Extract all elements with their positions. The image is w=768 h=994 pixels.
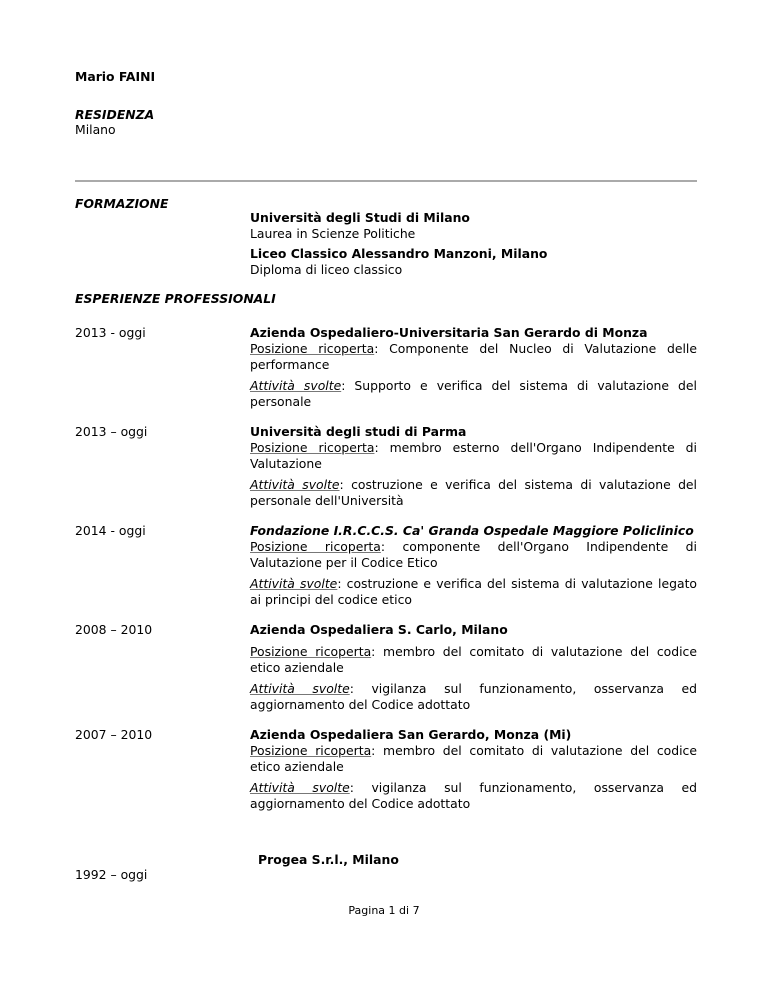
experience-entry [75,727,697,812]
experience-entry [75,424,697,509]
formazione-heading: FORMAZIONE [75,196,169,211]
education-item [250,246,697,278]
experience-entry [75,523,697,608]
entry-position: Posizione ricoperta: Componente del Nucleo di Valutazione delle performance [250,341,697,372]
education-title: Università degli Studi di Milano [250,210,470,225]
experience-entry [75,622,697,713]
entry-activity: Attività svolte: vigilanza sul funzionamento, osservanza ed aggiornamento del Codice adottato [250,780,698,811]
entry-activity: Attività svolte: vigilanza sul funzionamento, osservanza ed aggiornamento del Codice adottato [250,681,698,712]
entry-title: Azienda Ospedaliera San Gerardo, Monza (Mi) [250,727,572,742]
entry-activity: Attività svolte: costruzione e verifica del sistema di valutazione legato ai principi del codice etico [250,576,698,607]
person-name: Mario FAINI [75,69,156,84]
experience-list [75,325,697,897]
entry-date: 2008 – 2010 [75,622,153,637]
page-number: Pagina 1 di 7 [348,904,420,917]
entry-date: 2013 – oggi [75,424,148,439]
entry-date: 2014 - oggi [75,523,146,538]
experience-entry [75,325,697,410]
entry-position: Posizione ricoperta: componente dell'Organo Indipendente di Valutazione per il Codice Etico [250,539,697,570]
entry-title: Progea S.r.l., Milano [258,852,399,867]
entry-title: Università degli studi di Parma [250,424,467,439]
entry-title: Azienda Ospedaliera S. Carlo, Milano [250,622,508,637]
entry-date: 2007 – 2010 [75,727,153,742]
entry-date: 1992 – oggi [75,867,148,882]
entry-position: Posizione ricoperta: membro del comitato di valutazione del codice etico aziendale [250,743,697,774]
experience-entry [75,852,697,883]
entry-position: Posizione ricoperta: membro esterno dell'Organo Indipendente di Valutazione [250,440,697,471]
entry-activity: Attività svolte: Supporto e verifica del sistema di valutazione del personale [250,378,697,409]
education-desc: Laurea in Scienze Politiche [250,226,416,241]
esperienze-heading: ESPERIENZE PROFESSIONALI [75,291,276,306]
residenza-value: Milano [75,122,116,137]
entry-position: Posizione ricoperta: membro del comitato di valutazione del codice etico aziendale [250,644,697,675]
entry-title: Azienda Ospedaliero-Universitaria San Gerardo di Monza [250,325,648,340]
entry-date: 2013 - oggi [75,325,146,340]
entry-title: Fondazione I.R.C.C.S. Ca' Granda Ospedale Maggiore Policlinico [250,523,694,538]
divider [75,180,697,182]
education-title: Liceo Classico Alessandro Manzoni, Milano [250,246,548,261]
education-item [250,210,697,242]
education-desc: Diploma di liceo classico [250,262,403,277]
entry-activity: Attività svolte: costruzione e verifica del sistema di valutazione del personale dell'Università [250,477,697,508]
residenza-heading: RESIDENZA [75,107,155,122]
